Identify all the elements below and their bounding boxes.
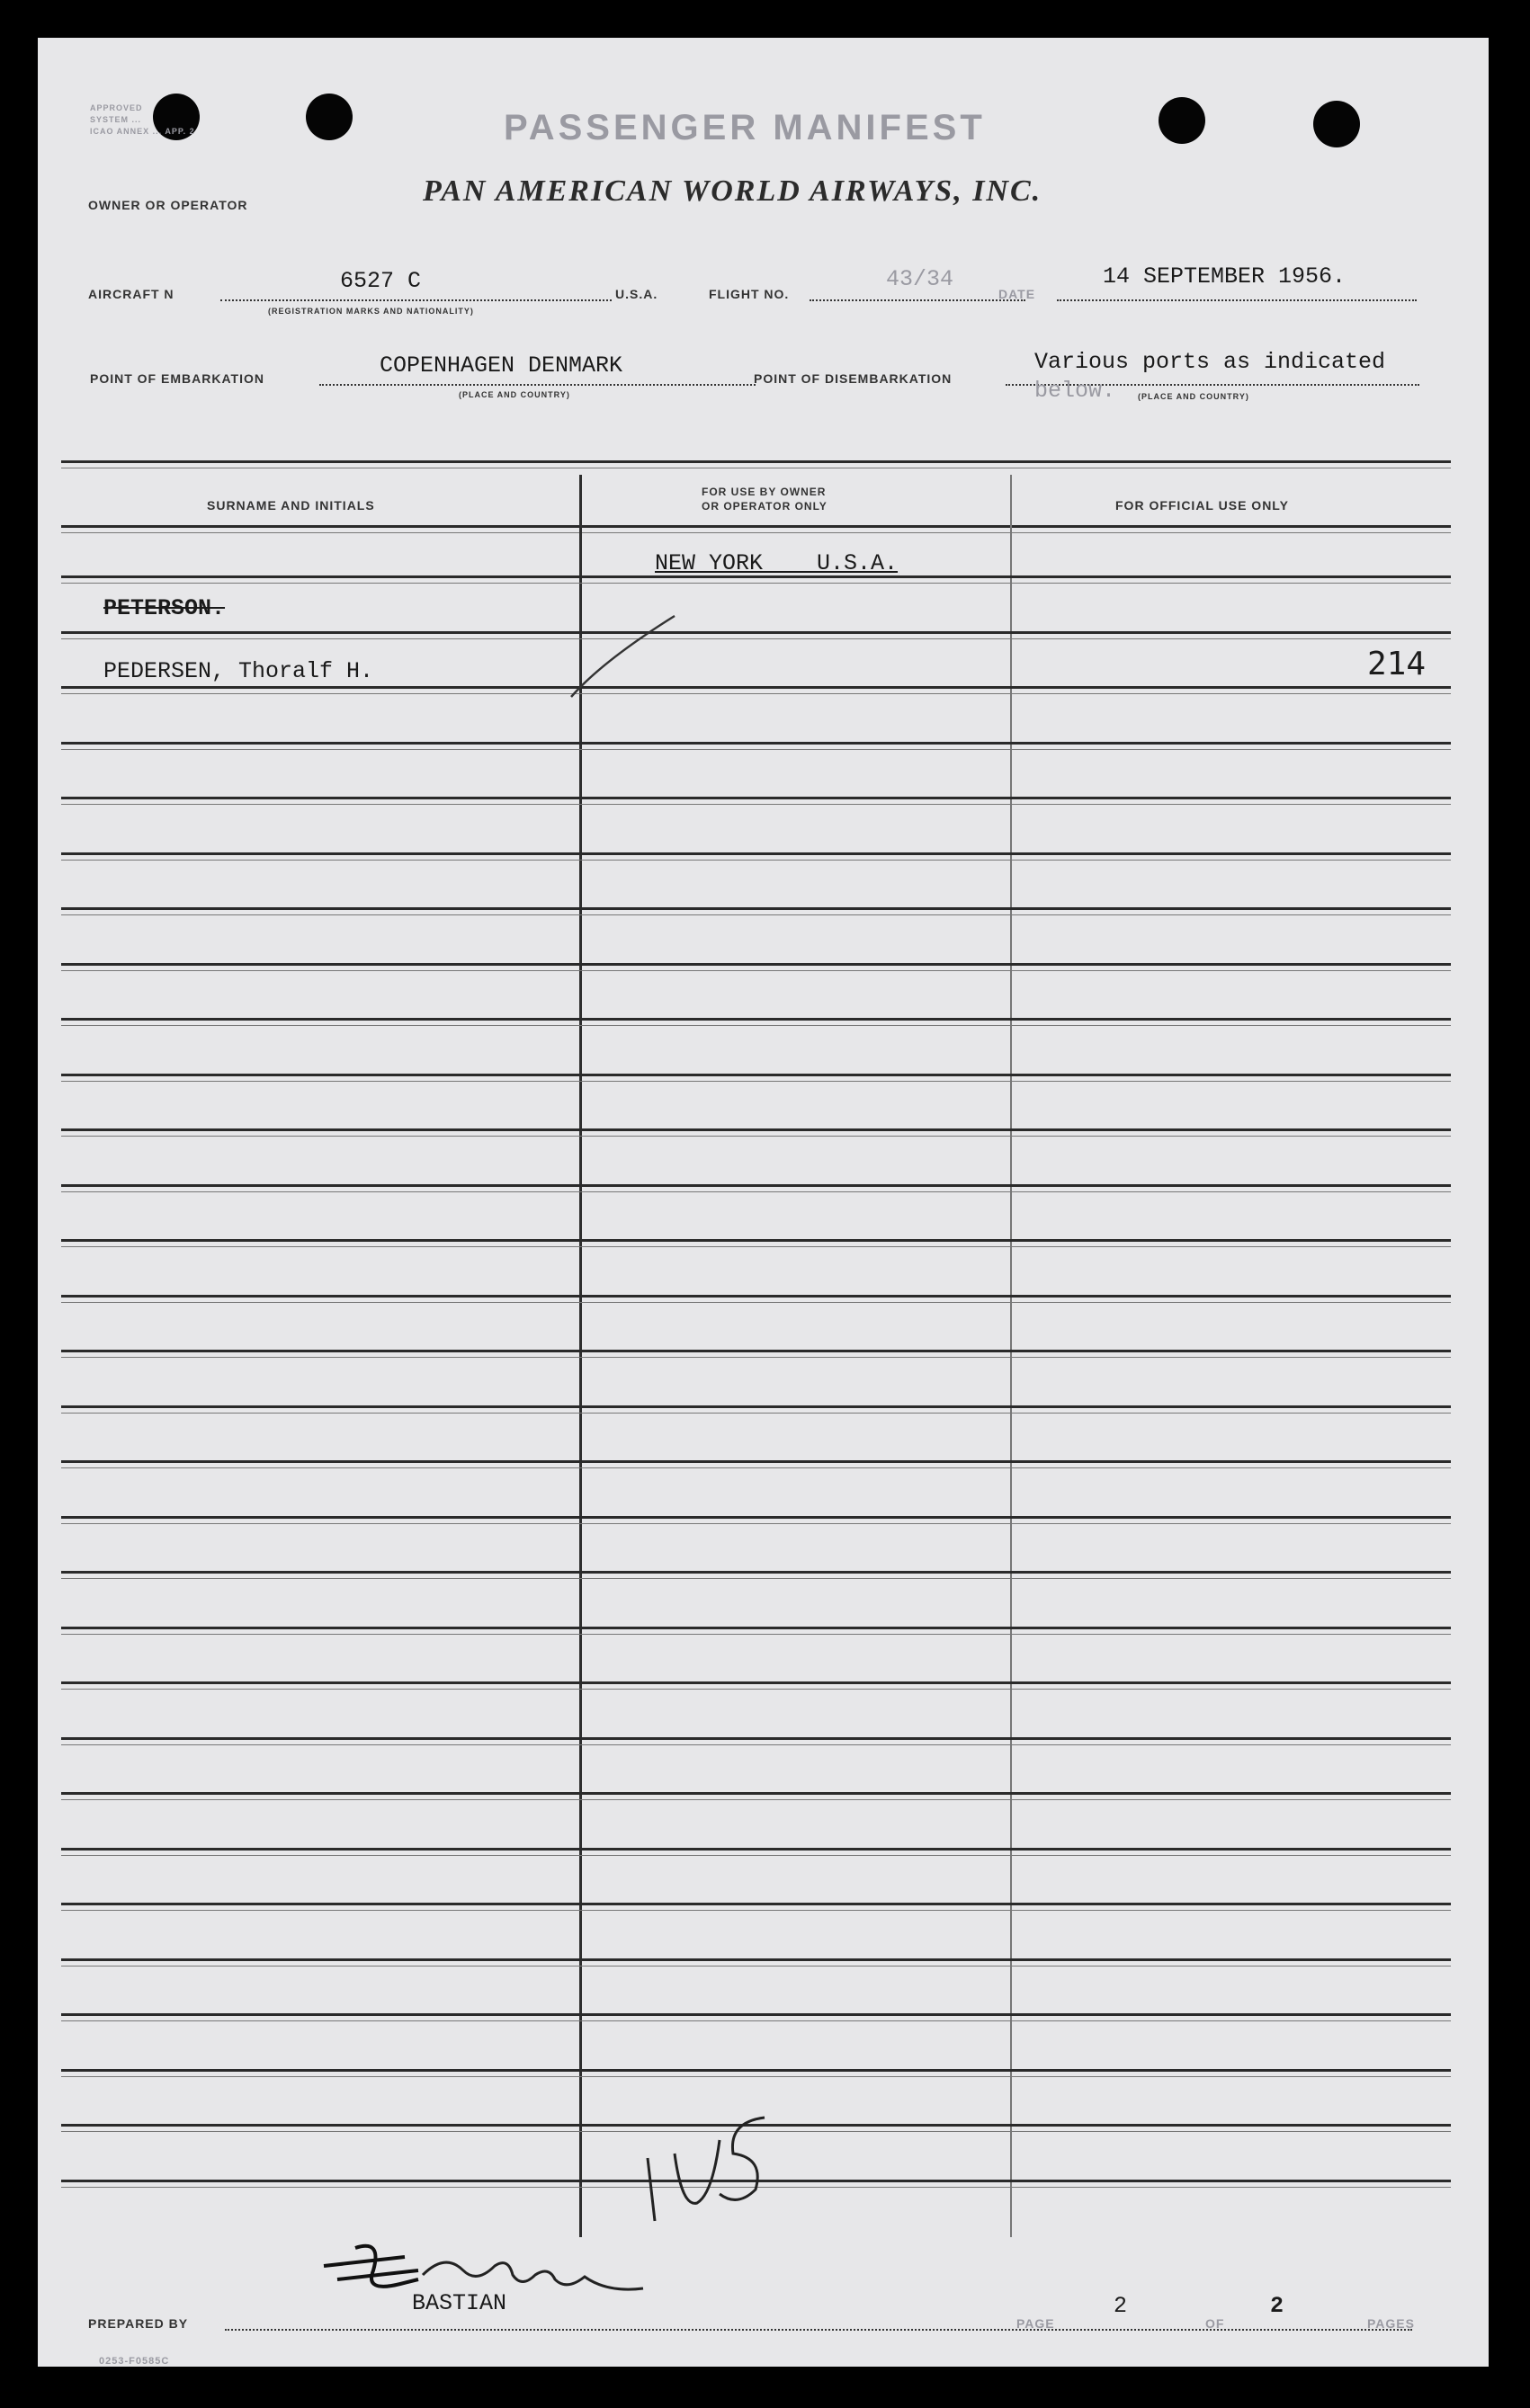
manifest-row-rule	[61, 1848, 1451, 1856]
manifest-row-rule	[61, 1460, 1451, 1468]
date-value: 14 SEPTEMBER 1956.	[1103, 263, 1347, 290]
embark-label: POINT OF EMBARKATION	[90, 371, 264, 386]
manifest-row-rule	[61, 2069, 1451, 2077]
manifest-row-rule	[61, 1128, 1451, 1137]
manifest-row-rule	[61, 1958, 1451, 1967]
manifest-row-rule	[61, 686, 1451, 694]
owner-value: PAN AMERICAN WORLD AIRWAYS, INC.	[423, 174, 1042, 208]
pages-label: PAGES	[1367, 2316, 1415, 2331]
total-pages: 2	[1270, 2293, 1284, 2319]
prepared-rule	[225, 2329, 1412, 2331]
form-ref-line-1: APPROVED	[90, 103, 143, 112]
manifest-row-rule	[61, 1184, 1451, 1192]
manifest-row-rule	[61, 797, 1451, 805]
embark-sub: (PLACE AND COUNTRY)	[459, 390, 570, 399]
disembark-sub: (PLACE AND COUNTRY)	[1138, 392, 1249, 401]
manifest-row-rule	[61, 1571, 1451, 1579]
passenger-name: PEDERSEN, Thoralf H.	[103, 658, 374, 684]
manifest-row-rule	[61, 1405, 1451, 1414]
manifest-row-rule	[61, 1018, 1451, 1026]
page-label: PAGE	[1016, 2316, 1055, 2331]
preparer-name: BASTIAN	[412, 2290, 507, 2316]
check-mark	[567, 611, 684, 701]
manifest-row-rule	[61, 2013, 1451, 2021]
manifest-row-rule	[61, 1239, 1451, 1247]
punch-hole	[306, 94, 353, 140]
disembark-value-2: below.	[1034, 378, 1116, 404]
flight-value: 43/34	[886, 266, 954, 292]
owner-label: OWNER OR OPERATOR	[88, 198, 248, 212]
table-top-rule	[61, 460, 1451, 468]
manifest-row-rule	[61, 1074, 1451, 1082]
date-rule	[1057, 299, 1417, 301]
flight-rule	[810, 299, 1025, 301]
manifest-row-rule	[61, 1737, 1451, 1745]
manifest-row-rule	[61, 1516, 1451, 1524]
footer-code: 0253-F0585C	[99, 2356, 170, 2367]
manifest-row-rule	[61, 907, 1451, 915]
disembark-label: POINT OF DISEMBARKATION	[754, 371, 953, 386]
aircraft-label: AIRCRAFT N	[88, 287, 174, 301]
embark-value: COPENHAGEN DENMARK	[380, 352, 623, 379]
manifest-row-rule	[61, 852, 1451, 861]
manifest-row-rule	[61, 1627, 1451, 1635]
page-number: 2	[1114, 2293, 1128, 2319]
table-header-rule	[61, 525, 1451, 533]
col-header-surname: SURNAME AND INITIALS	[207, 498, 375, 513]
of-label: OF	[1205, 2316, 1225, 2331]
date-label: DATE	[998, 287, 1036, 301]
flight-label: FLIGHT NO.	[709, 287, 790, 301]
embark-rule	[319, 384, 756, 386]
manifest-row-rule	[61, 1681, 1451, 1690]
punch-hole	[1159, 97, 1205, 144]
col-header-owner-1: FOR USE BY OWNER	[702, 486, 827, 498]
manifest-row-rule	[61, 575, 1451, 584]
prepared-label: PREPARED BY	[88, 2316, 189, 2331]
manifest-row-rule	[61, 1792, 1451, 1800]
form-ref-line-3: ICAO ANNEX ... APP. 2	[90, 127, 195, 136]
destination-entry: NEW YORK U.S.A.	[655, 550, 899, 576]
aircraft-value: 6527 C	[340, 268, 422, 294]
official-number: 214	[1367, 646, 1427, 682]
manifest-row-rule	[61, 963, 1451, 971]
form-ref-line-2: SYSTEM ...	[90, 115, 142, 124]
manifest-row-rule	[61, 631, 1451, 639]
disembark-value-1: Various ports as indicated	[1034, 349, 1386, 375]
aircraft-sub: (REGISTRATION MARKS AND NATIONALITY)	[268, 307, 474, 316]
usa-label: U.S.A.	[615, 287, 658, 301]
form-title: PASSENGER MANIFEST	[504, 108, 986, 147]
aircraft-rule	[220, 299, 612, 301]
col-header-owner-2: OR OPERATOR ONLY	[702, 500, 828, 513]
handwritten-note	[630, 2104, 783, 2230]
manifest-row-rule	[61, 1350, 1451, 1358]
manifest-row-rule	[61, 1903, 1451, 1911]
col-header-official: FOR OFFICIAL USE ONLY	[1115, 498, 1289, 513]
manifest-row-rule	[61, 1295, 1451, 1303]
manifest-row-rule	[61, 742, 1451, 750]
struck-entry: PETERSON.	[103, 595, 226, 621]
punch-hole	[1313, 101, 1360, 147]
